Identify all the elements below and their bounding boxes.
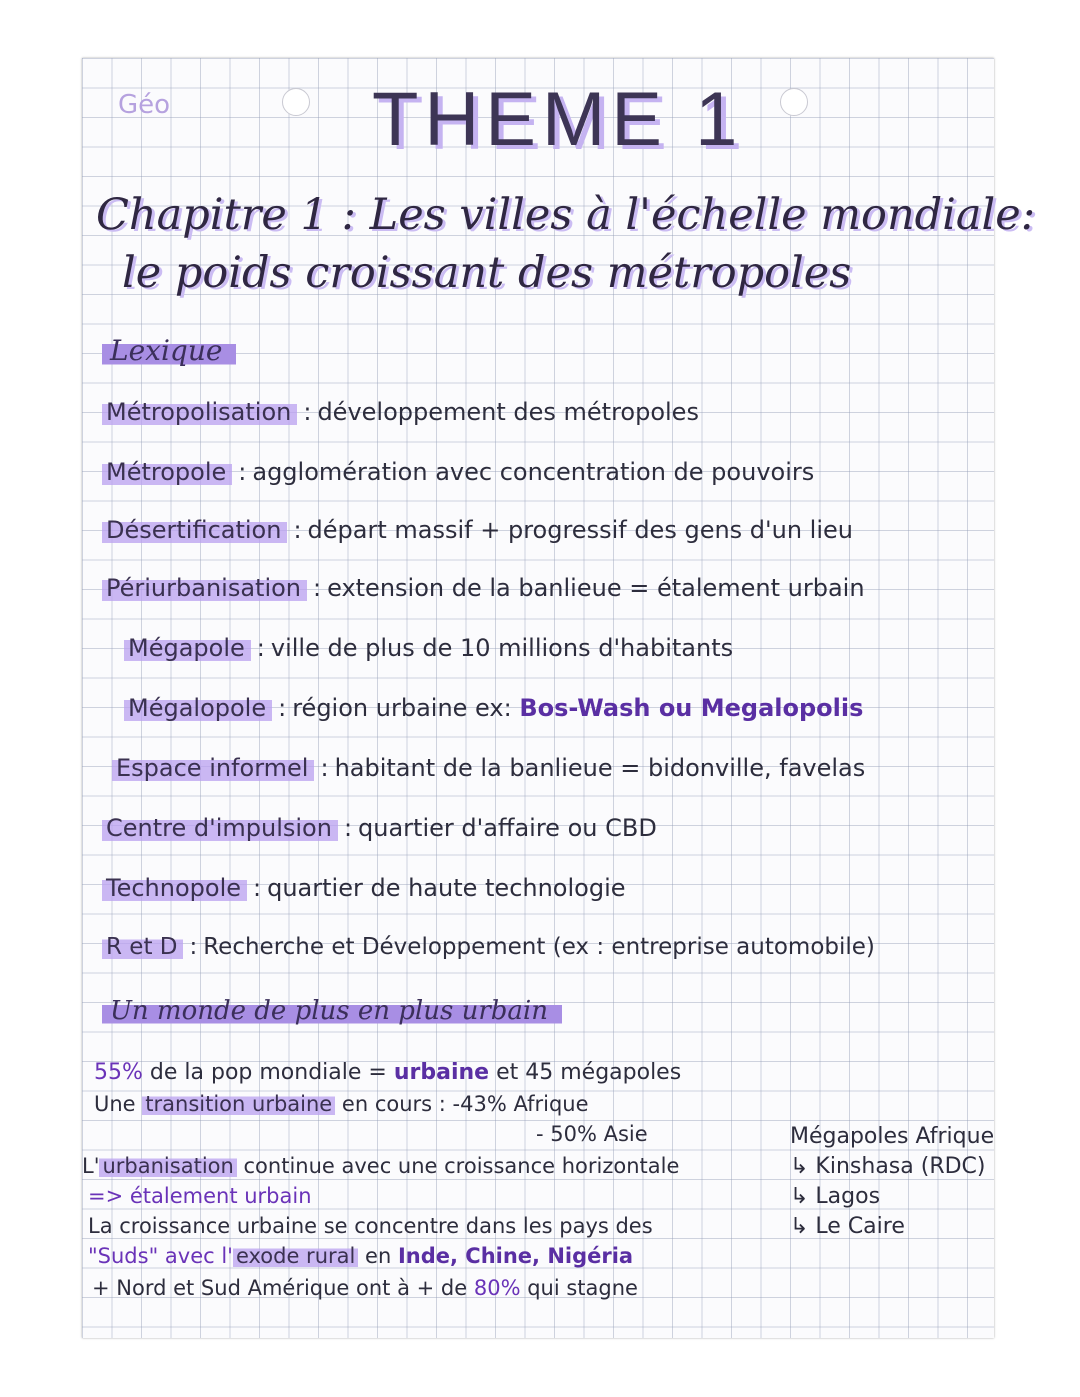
lexique-example: Bos-Wash ou Megalopolis <box>519 694 864 722</box>
text: continue avec une croissance horizontale <box>243 1154 680 1178</box>
lexique-row <box>102 814 992 842</box>
side-note-item: ↳ Lagos <box>790 1184 881 1209</box>
lexique-row <box>102 516 992 544</box>
lexique-sep: : <box>256 634 265 662</box>
lexique-sep: : <box>343 814 353 842</box>
lexique-term: Désertification <box>102 516 287 544</box>
lexique-row <box>124 634 1014 662</box>
text: L' <box>82 1154 100 1178</box>
lexique-term: Métropolisation <box>102 398 297 426</box>
body-line <box>92 1276 638 1300</box>
text: et <box>496 1060 519 1085</box>
lexique-term: Mégapole <box>124 634 251 662</box>
lexique-term: Métropole <box>102 458 232 486</box>
text: en cours : -43% Afrique <box>341 1092 589 1116</box>
punch-hole-left <box>282 88 310 116</box>
lexique-row <box>102 574 992 602</box>
lexique-sep: : <box>320 754 329 782</box>
body-line <box>94 1092 589 1116</box>
lexique-definition: région urbaine ex: <box>292 694 512 722</box>
body-line <box>82 1154 679 1178</box>
lexique-sep: : <box>189 934 198 960</box>
lexique-sep: : <box>278 694 287 722</box>
lexique-term: Technopole <box>102 874 247 902</box>
lexique-sep: : <box>238 458 247 486</box>
lexique-sep: : <box>303 398 312 426</box>
highlighted-text: exode rural <box>233 1244 358 1268</box>
lexique-term: Centre d'impulsion <box>102 814 338 842</box>
body-line <box>94 1060 681 1085</box>
lexique-row <box>112 754 1002 782</box>
lexique-definition: quartier de haute technologie <box>267 874 626 902</box>
theme-title: THEME 1 <box>372 77 744 162</box>
notebook-page <box>82 58 1036 1338</box>
lexique-term: Périurbanisation <box>102 574 307 602</box>
highlighted-text: transition urbaine <box>142 1092 335 1116</box>
lexique-definition: Recherche et Développement (ex : entreprise automobile) <box>203 934 875 960</box>
lexique-definition: développement des métropoles <box>317 398 699 426</box>
lexique-term: Mégalopole <box>124 694 272 722</box>
lexique-definition: agglomération avec concentration de pouvoirs <box>252 458 815 486</box>
lexique-row <box>102 398 992 426</box>
section-heading-urbain: Un monde de plus en plus urbain <box>102 996 562 1026</box>
lexique-sep: : <box>313 574 322 602</box>
text: de la pop mondiale = <box>149 1060 387 1085</box>
text: qui stagne <box>527 1276 638 1300</box>
body-line: La croissance urbaine se concentre dans les pays des <box>88 1214 653 1238</box>
lexique-definition: quartier d'affaire ou CBD <box>358 814 657 842</box>
lexique-definition: habitant de la banlieue = bidonville, favelas <box>334 754 866 782</box>
lexique-row <box>102 934 992 960</box>
text: en <box>365 1244 392 1268</box>
highlighted-text: urbanisation <box>99 1154 236 1178</box>
punch-hole-right <box>780 88 808 116</box>
accent-text: urbaine <box>393 1060 490 1085</box>
chapter-title-line-1: Chapitre 1 : Les villes à l'échelle mondiale: <box>96 190 1036 240</box>
side-note-item: ↳ Kinshasa (RDC) <box>790 1154 986 1179</box>
lexique-row <box>102 458 992 486</box>
text: 45 mégapoles <box>525 1060 682 1085</box>
body-line <box>88 1244 633 1268</box>
lexique-heading: Lexique <box>102 334 236 367</box>
body-line: - 50% Asie <box>536 1122 648 1146</box>
lexique-row <box>102 874 992 902</box>
text: "Suds" avec l' <box>88 1244 233 1268</box>
text: + Nord et Sud Amérique ont à + de <box>92 1276 468 1300</box>
lexique-sep: : <box>253 874 262 902</box>
stat-percent: 55% <box>94 1060 143 1085</box>
lexique-definition: ville de plus de 10 millions d'habitants <box>270 634 734 662</box>
lexique-definition: départ massif + progressif des gens d'un lieu <box>307 516 853 544</box>
lexique-sep: : <box>293 516 302 544</box>
body-line: => étalement urbain <box>88 1184 312 1208</box>
text: Une <box>94 1092 136 1116</box>
accent-text: Inde, Chine, Nigéria <box>397 1244 634 1268</box>
subject-label: Géo <box>118 90 171 120</box>
side-note-title: Mégapoles Afrique <box>790 1124 995 1149</box>
stat-percent: 80% <box>473 1276 521 1300</box>
lexique-row <box>124 694 1014 722</box>
lexique-definition: extension de la banlieue = étalement urbain <box>327 574 865 602</box>
lexique-term: Espace informel <box>112 754 314 782</box>
chapter-title-line-2: le poids croissant des métropoles <box>122 248 852 298</box>
side-note-item: ↳ Le Caire <box>790 1214 905 1239</box>
lexique-term: R et D <box>102 934 183 960</box>
